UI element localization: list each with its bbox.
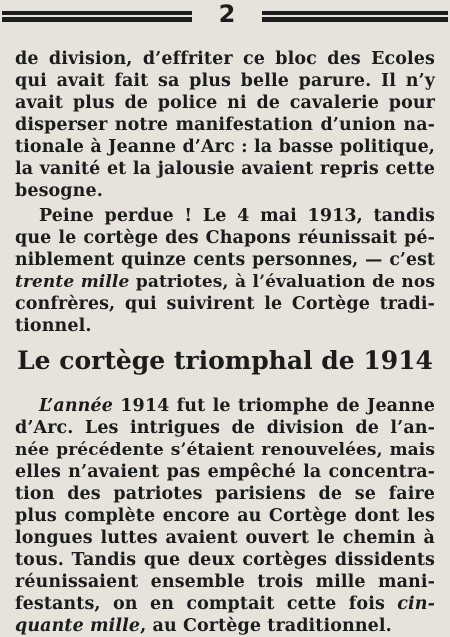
text-line: qui avait fait sa plus belle parure. Il n’y bbox=[15, 71, 435, 91]
page-header bbox=[0, 0, 450, 30]
text-line: avait plus de police ni de cavalerie pour bbox=[15, 93, 435, 113]
header-rule-left bbox=[2, 11, 192, 22]
text-line: longues luttes avaient ouvert le chemin à bbox=[15, 528, 435, 548]
text-line: née précédente s’étaient renouvelées, mais bbox=[15, 440, 435, 460]
text-line bbox=[15, 593, 435, 615]
text-line: d’Arc. Les intrigues de division de l’an- bbox=[15, 418, 435, 438]
text-fragment: , au Cortège traditionnel. bbox=[140, 616, 392, 636]
text-line: de division, d’effriter ce bloc des Ecoles bbox=[15, 49, 435, 69]
italic-phrase: trente mille bbox=[15, 272, 130, 292]
text-line: disperser notre manifestation d’union na- bbox=[15, 115, 435, 135]
header-rule-right bbox=[262, 11, 448, 22]
text-line: elles n’avaient pas empêché la concentra- bbox=[15, 462, 435, 482]
text-line: confrères, qui suivirent le Cortège tradi- bbox=[15, 294, 435, 314]
italic-phrase: quante mille bbox=[15, 616, 141, 636]
text-fragment: patriotes, à l’évaluation de nos bbox=[129, 272, 435, 292]
text-line: Peine perdue ! Le 4 mai 1913, tandis bbox=[39, 206, 435, 226]
text-fragment: festants, on en comptait cette fois bbox=[15, 594, 398, 614]
text-line bbox=[15, 395, 435, 417]
italic-phrase: cin- bbox=[397, 594, 435, 614]
paragraph-continuation bbox=[15, 48, 435, 202]
text-line: tous. Tandis que deux cortèges dissidents bbox=[15, 550, 435, 570]
text-line: niblement quinze cents personnes, — c’est bbox=[15, 250, 435, 270]
paragraph-peine-perdue bbox=[15, 205, 435, 337]
paragraph-1914 bbox=[15, 395, 435, 637]
text-line: que le cortège des Chapons réunissait pé- bbox=[15, 228, 435, 248]
text-line: tion des patriotes parisiens de se faire bbox=[15, 484, 435, 504]
page-number: 2 bbox=[218, 0, 236, 28]
text-line: réunissaient ensemble trois mille mani- bbox=[15, 572, 435, 592]
italic-phrase: L’année bbox=[39, 396, 113, 416]
text-line: tionale à Jeanne d’Arc : la basse politique, bbox=[15, 137, 435, 157]
text-fragment: 1914 fut le triomphe de Jeanne bbox=[112, 396, 435, 416]
text-line: tionnel. bbox=[15, 316, 92, 336]
section-heading: Le cortège triomphal de 1914 bbox=[17, 346, 433, 375]
text-line: la vanité et la jalousie avaient repris cette bbox=[15, 159, 435, 179]
text-line: plus complète encore au Cortège dont les bbox=[15, 506, 435, 526]
text-line: besogne. bbox=[15, 181, 103, 201]
text-line bbox=[15, 271, 435, 293]
text-line bbox=[15, 615, 435, 637]
